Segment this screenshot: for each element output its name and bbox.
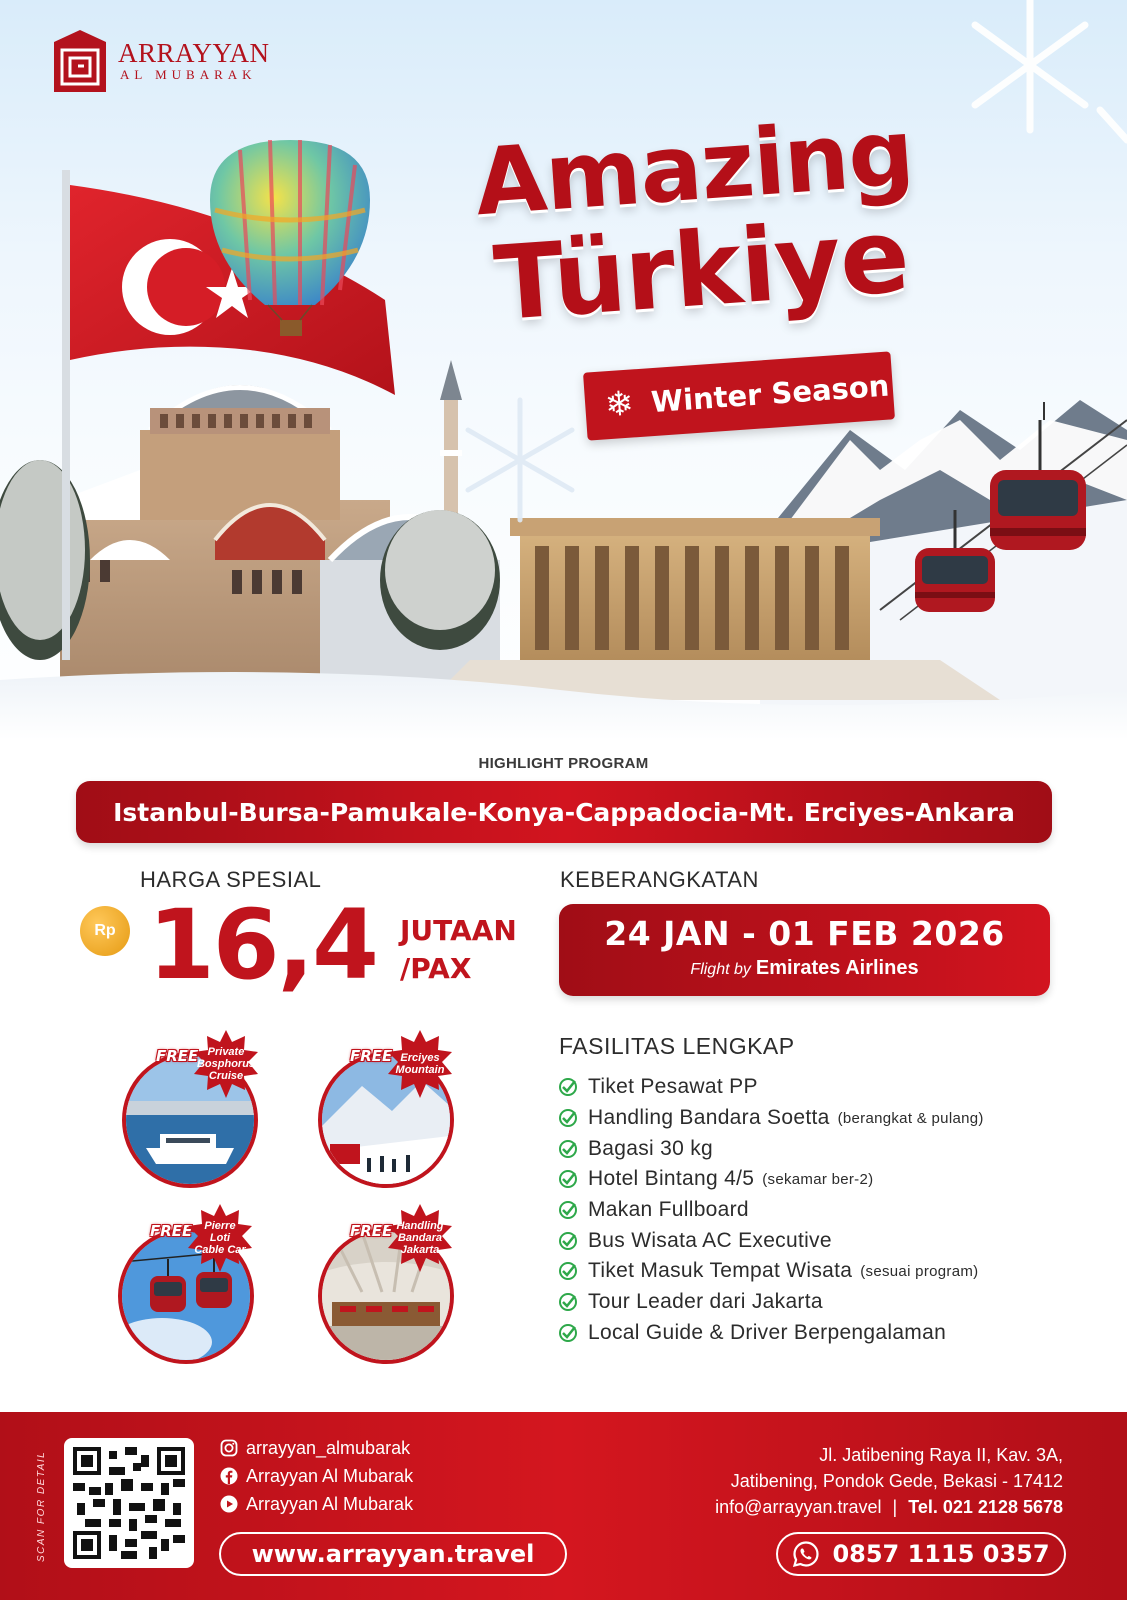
check-icon (558, 1261, 578, 1281)
check-icon (558, 1200, 578, 1220)
route-banner: Istanbul-Bursa-Pamukale-Konya-Cappadocia-Mt. Erciyes-Ankara (76, 781, 1052, 843)
brand-name: ARRAYYAN (118, 38, 270, 68)
phone-number[interactable]: Tel. 021 2128 5678 (908, 1497, 1063, 1517)
hero-banner (0, 0, 1127, 740)
departure-box (559, 904, 1050, 996)
facility-text: Handling Bandara Soetta (588, 1106, 830, 1130)
flight-info (559, 957, 1050, 980)
price-value: 16,4 (148, 889, 377, 1001)
hero-title-line2: Türkiye (490, 196, 913, 345)
facility-note: (sesuai program) (860, 1262, 979, 1280)
brand-emblem-icon (48, 28, 112, 94)
free-label-4: FREE (350, 1222, 393, 1240)
brand-logo[interactable] (48, 28, 270, 94)
facility-note: (sekamar ber-2) (762, 1170, 874, 1188)
flight-by-label: Flight by (690, 961, 751, 978)
price-label: HARGA SPESIAL (140, 867, 322, 892)
free-tag-3 (186, 1204, 254, 1272)
free-item-label-4: Handling Bandara Jakarta (396, 1220, 444, 1256)
website-link[interactable]: www.arrayyan.travel (219, 1532, 567, 1576)
facility-text: Hotel Bintang 4/5 (588, 1167, 755, 1191)
airline-name: Emirates Airlines (755, 957, 919, 979)
facilities-list (558, 1072, 984, 1348)
contact-separator: | (892, 1497, 898, 1517)
social-links (220, 1434, 413, 1518)
contact-line (715, 1494, 1063, 1520)
facility-text: Tiket Pesawat PP (588, 1075, 758, 1099)
facility-item (558, 1072, 984, 1103)
facility-item (558, 1133, 984, 1164)
snowflake-icon: ❄ (603, 384, 635, 425)
free-tag-2 (386, 1030, 454, 1098)
facility-item (558, 1318, 984, 1349)
facility-item (558, 1164, 984, 1195)
address-line-1: Jl. Jatibening Raya II, Kav. 3A, (819, 1445, 1063, 1465)
facility-item (558, 1225, 984, 1256)
scan-label: SCAN FOR DETAIL (36, 1450, 47, 1562)
facility-text: Makan Fullboard (588, 1198, 749, 1222)
free-label-2: FREE (350, 1047, 393, 1065)
whatsapp-icon (792, 1540, 820, 1568)
instagram-link[interactable] (220, 1434, 413, 1462)
free-tag-1 (192, 1030, 260, 1098)
facility-item (558, 1256, 984, 1287)
price-unit: JUTAAN (400, 914, 517, 947)
free-label-3: FREE (150, 1222, 193, 1240)
facility-item (558, 1103, 984, 1134)
hero-title-line1: Amazing (471, 98, 917, 237)
facebook-link[interactable] (220, 1462, 413, 1490)
facility-text: Bus Wisata AC Executive (588, 1228, 832, 1252)
brand-subtitle: AL MUBARAK (120, 67, 257, 82)
facility-text: Bagasi 30 kg (588, 1136, 714, 1160)
check-icon (558, 1323, 578, 1343)
check-icon (558, 1139, 578, 1159)
instagram-icon (220, 1439, 238, 1457)
check-icon (558, 1231, 578, 1251)
facility-text: Tiket Masuk Tempat Wisata (588, 1259, 853, 1283)
free-label-1: FREE (156, 1047, 199, 1065)
highlight-label: HIGHLIGHT PROGRAM (478, 755, 649, 772)
youtube-link[interactable] (220, 1490, 413, 1518)
qr-code[interactable] (64, 1438, 194, 1568)
check-icon (558, 1169, 578, 1189)
price-per: /PAX (400, 952, 472, 985)
hero-title (411, 98, 984, 346)
youtube-name: Arrayyan Al Mubarak (246, 1493, 414, 1514)
departure-date: 24 JAN - 01 FEB 2026 (604, 914, 1005, 953)
facilities-title: FASILITAS LENGKAP (559, 1033, 795, 1059)
season-label: Winter Season (650, 368, 891, 420)
free-item-label-1: Private Bosphorus Cruise (196, 1046, 256, 1082)
address-line-2: Jatibening, Pondok Gede, Bekasi - 17412 (730, 1471, 1063, 1491)
free-item-label-2: Erciyes Mountain (395, 1052, 445, 1076)
check-icon (558, 1077, 578, 1097)
facility-text: Local Guide & Driver Berpengalaman (588, 1320, 947, 1344)
whatsapp-number: 0857 1115 0357 (832, 1540, 1050, 1568)
free-item-label-3: Pierre Loti Cable Car (194, 1220, 246, 1256)
facility-note: (berangkat & pulang) (837, 1109, 984, 1127)
youtube-icon (220, 1495, 238, 1513)
facebook-name: Arrayyan Al Mubarak (246, 1465, 414, 1486)
qr-code-icon (73, 1447, 185, 1559)
instagram-handle: arrayyan_almubarak (246, 1437, 411, 1458)
facility-text: Tour Leader dari Jakarta (588, 1290, 823, 1314)
free-tag-4 (386, 1204, 454, 1272)
facility-item (558, 1195, 984, 1226)
contact-address (715, 1442, 1063, 1520)
email-link[interactable]: info@arrayyan.travel (715, 1497, 882, 1517)
facility-item (558, 1287, 984, 1318)
facebook-icon (220, 1467, 238, 1485)
footer (0, 1412, 1127, 1600)
currency-badge: Rp (80, 906, 130, 956)
check-icon (558, 1292, 578, 1312)
departure-label: KEBERANGKATAN (560, 867, 759, 892)
whatsapp-button[interactable] (776, 1532, 1066, 1576)
check-icon (558, 1108, 578, 1128)
